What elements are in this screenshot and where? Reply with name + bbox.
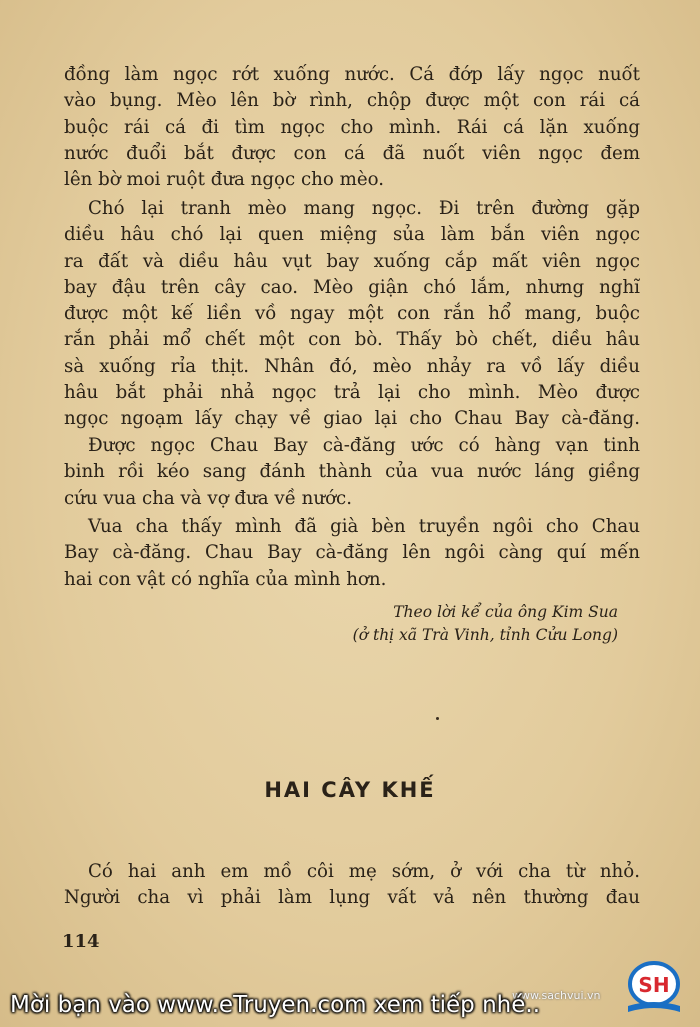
text-line: binh rồi kéo sang đánh thành của vua nước láng giềng <box>64 461 640 483</box>
text-line: sà xuống rỉa thịt. Nhân đó, mèo nhảy ra vồ lấy diều <box>64 355 640 377</box>
text-line: Có hai anh em mồ côi mẹ sớm, ở với cha từ nhỏ. <box>88 861 640 882</box>
ink-dot <box>436 717 439 720</box>
text-line: ngọc ngoạm lấy chạy về giao lại cho Chau Bay cà-đăng. <box>64 408 640 430</box>
text-line: cứu vua cha và vợ đưa về nước. <box>64 487 353 509</box>
text-line: Người cha vì phải làm lụng vất vả nên thường đau <box>64 887 640 909</box>
publisher-logo-icon <box>622 960 686 1016</box>
text-line: ra đất và diều hâu vụt bay xuống cắp mất viên ngọc <box>64 250 640 272</box>
text-line: hai con vật có nghĩa của mình hơn. <box>64 568 387 590</box>
text-line: diều hâu chó lại quen miệng sủa làm bắn viên ngọc <box>64 224 640 246</box>
text-line: vào bụng. Mèo lên bờ rình, chộp được một con rái cá <box>64 90 640 112</box>
source-line-2: (ở thị xã Trà Vinh, tỉnh Cửu Long) <box>352 626 618 644</box>
text-line: lên bờ moi ruột đưa ngọc cho mèo. <box>64 169 384 191</box>
text-line: Vua cha thấy mình đã già bèn truyền ngôi cho Chau <box>88 516 640 537</box>
paragraph-2 <box>64 196 640 433</box>
paragraph-1 <box>64 62 640 193</box>
text-line: đồng làm ngọc rớt xuống nước. Cá đớp lấy ngọc nuốt <box>64 64 640 85</box>
paragraph-4 <box>64 514 640 593</box>
text-line: nước đuổi bắt được con cá đã nuốt viên ngọc đem <box>64 142 640 164</box>
watermark-site: www.sachvui.vn <box>512 989 601 1002</box>
text-line: Được ngọc Chau Bay cà-đăng ước có hàng vạn tinh <box>88 435 640 456</box>
text-line: được một kế liền vồ ngay một con rắn hổ mang, buộc <box>64 303 640 325</box>
text-line: Bay cà-đăng. Chau Bay cà-đăng lên ngôi càng quí mến <box>64 542 640 564</box>
text-line: hâu bắt phải nhả ngọc trả lại cho mình. Mèo được <box>64 382 640 404</box>
text-line: Chó lại tranh mèo mang ngọc. Đi trên đường gặp <box>88 198 640 219</box>
text-line: rắn phải mổ chết một con bò. Thấy bò chết, diều hâu <box>64 329 640 351</box>
source-line-1: Theo lời kể của ông Kim Sua <box>393 603 618 621</box>
source-attribution <box>353 601 618 647</box>
text-line: buộc rái cá đi tìm ngọc cho mình. Rái cá lặn xuống <box>64 116 640 138</box>
logo-text: SH <box>638 973 670 997</box>
paragraph-5 <box>64 859 640 912</box>
text-line: bay đậu trên cây cao. Mèo giận chó lắm, nhưng nghĩ <box>64 276 640 298</box>
paragraph-3 <box>64 433 640 512</box>
story-title: HAI CÂY KHẾ <box>264 778 436 802</box>
page-number: 114 <box>62 931 100 952</box>
watermark-banner[interactable]: Mời bạn vào www.eTruyen.com xem tiếp nhé.. <box>10 992 541 1018</box>
